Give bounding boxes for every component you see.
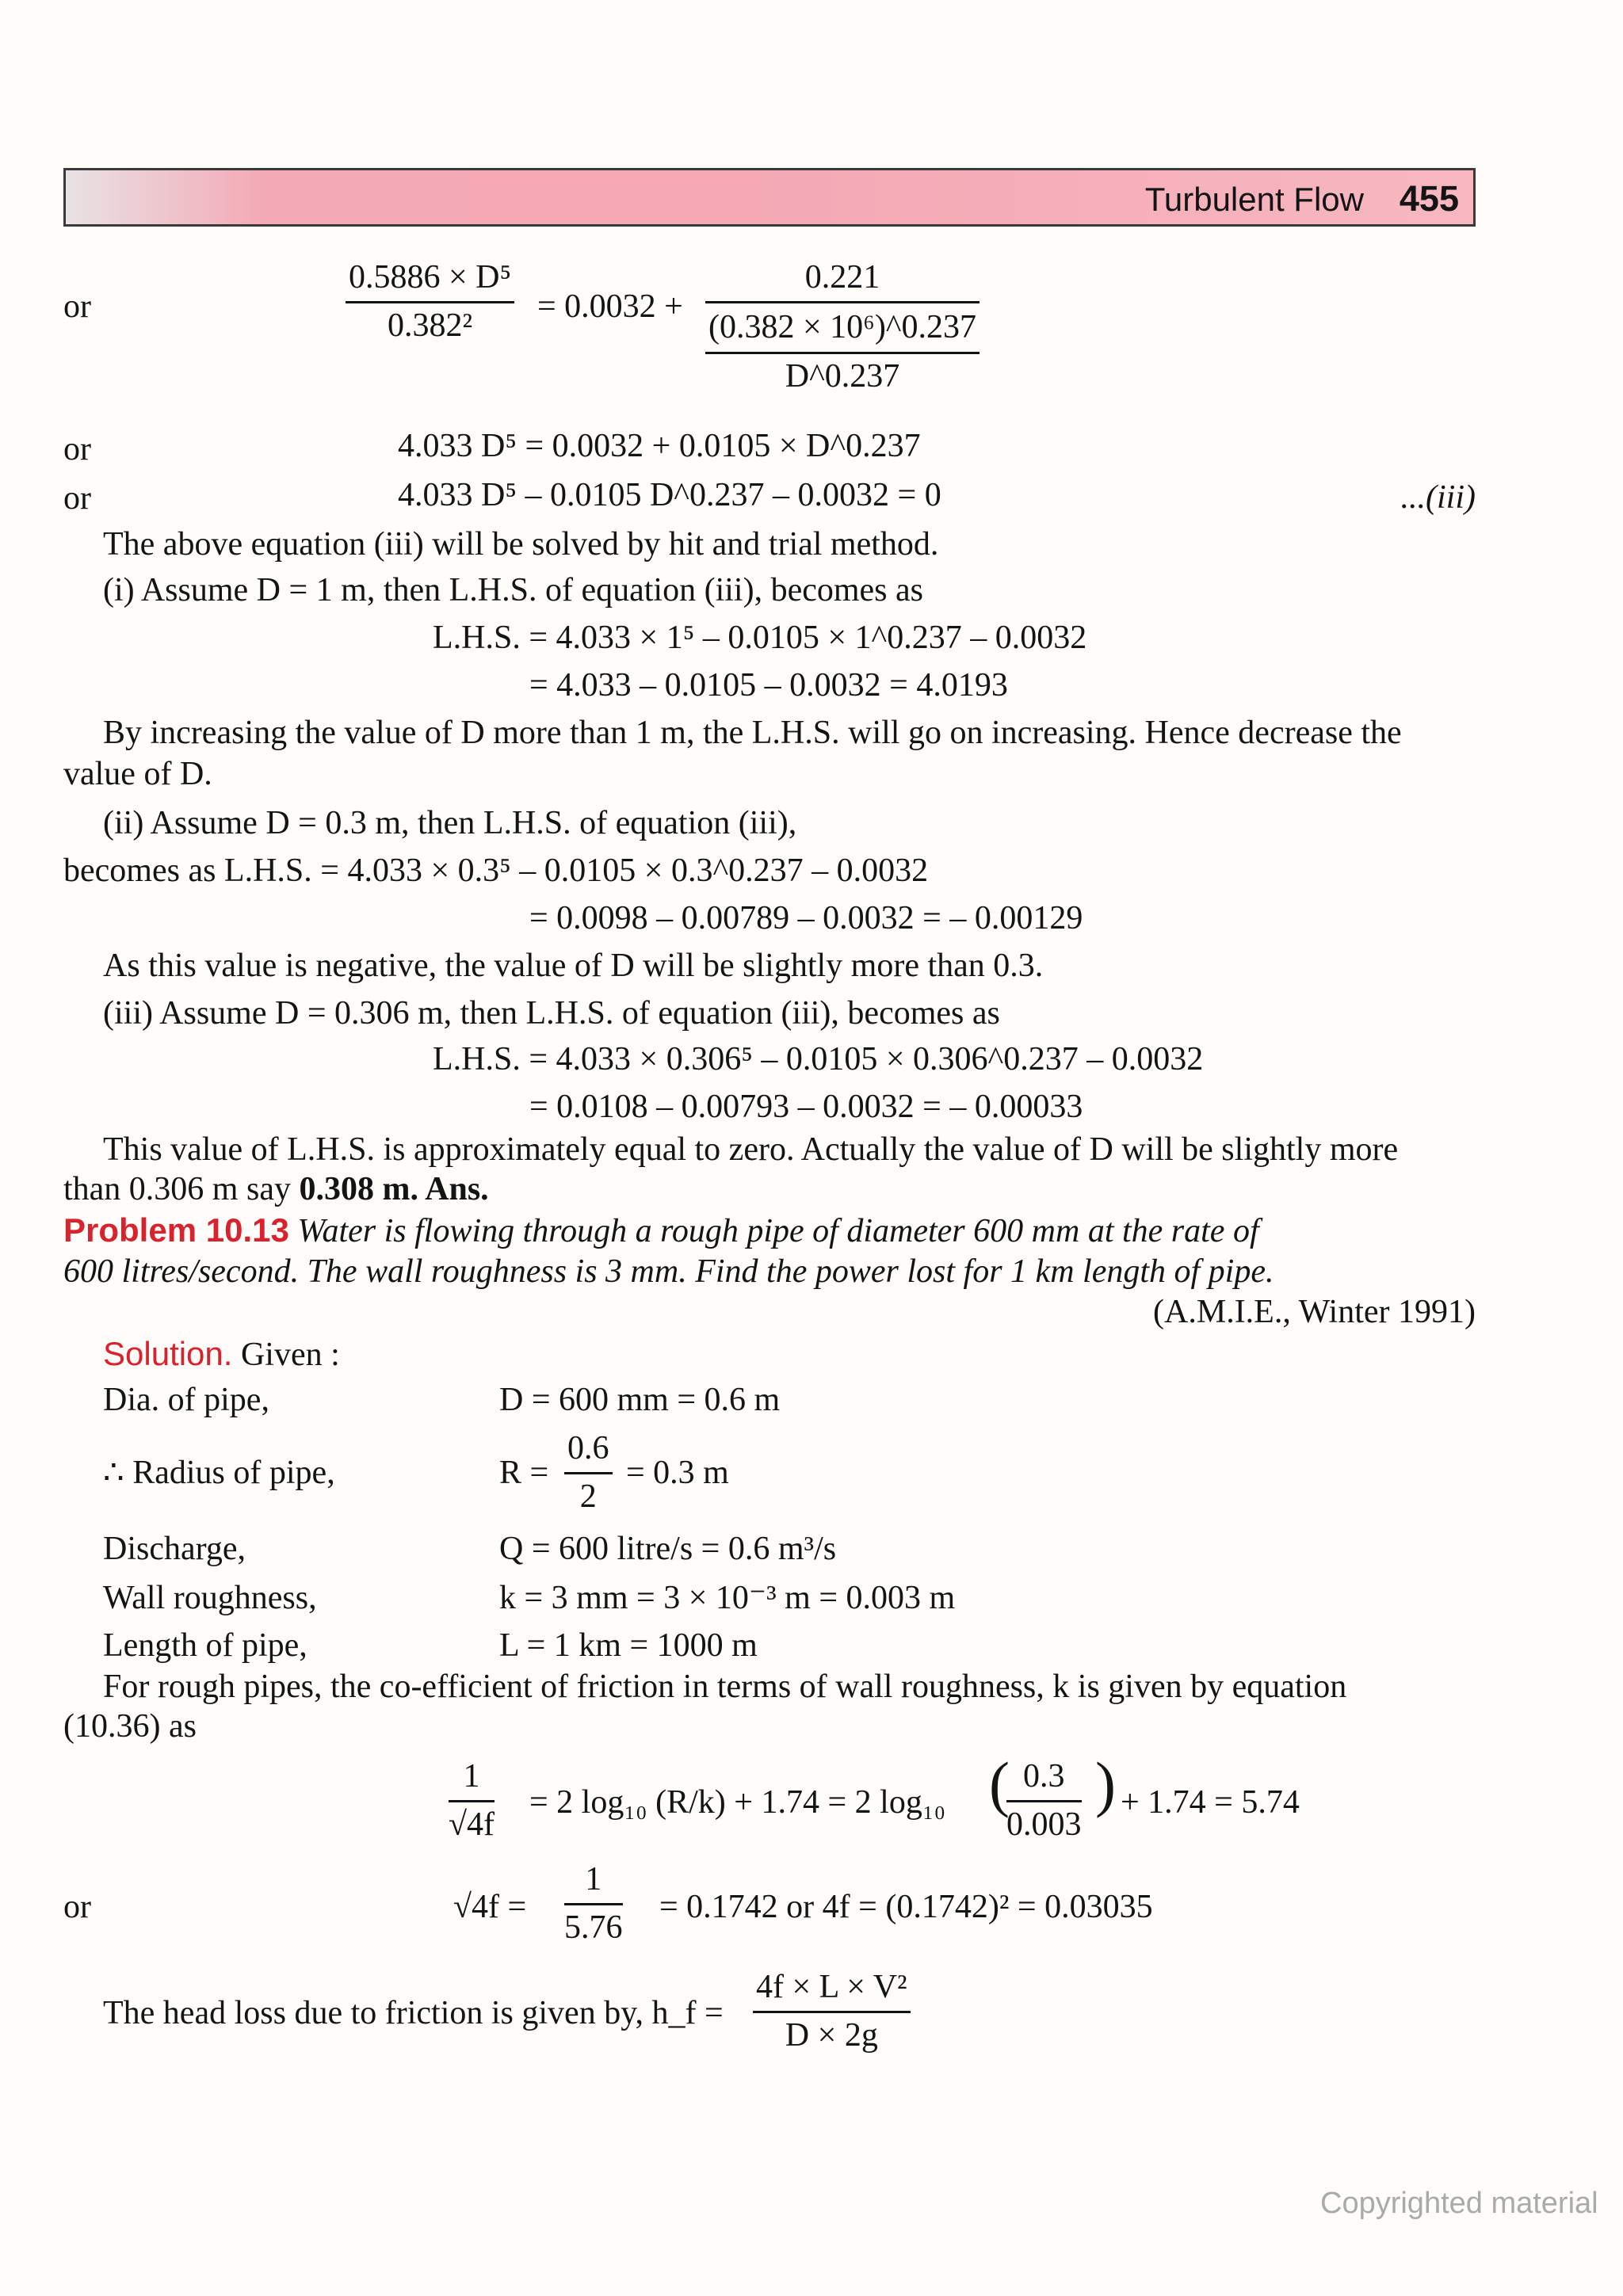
given-label: Wall roughness, — [103, 1580, 317, 1616]
calculation: L.H.S. = 4.033 × 0.306⁵ – 0.0105 × 0.306^0.237 – 0.0032 — [433, 1041, 1204, 1077]
problem-text: 600 litres/second. The wall roughness is 3 mm. Find the power lost for 1 km length of pipe. — [63, 1253, 1274, 1290]
ratio-fraction — [1006, 1757, 1082, 1844]
eq1-left-fraction — [346, 258, 514, 345]
copyright-notice: Copyrighted material — [1320, 2187, 1598, 2220]
given-label: Dia. of pipe, — [103, 1382, 269, 1418]
paragraph: (i) Assume D = 1 m, then L.H.S. of equation (iii), becomes as — [103, 572, 924, 608]
radius-numerator: 0.6 — [564, 1429, 613, 1474]
or-label: or — [63, 288, 91, 325]
header-title: Turbulent Flow — [1144, 181, 1364, 218]
eq1-right-numerator: 0.221 — [705, 258, 980, 303]
inverse-fraction — [564, 1860, 623, 1947]
equation-3: 4.033 D⁵ – 0.0105 D^0.237 – 0.0032 = 0 — [398, 477, 941, 513]
paragraph: (ii) Assume D = 0.3 m, then L.H.S. of equation (iii), — [103, 805, 797, 841]
given-value: k = 3 mm = 3 × 10⁻³ m = 0.003 m — [499, 1580, 956, 1616]
given-label: ∴ Radius of pipe, — [103, 1455, 335, 1491]
friction-equation: + 1.74 = 5.74 — [1121, 1784, 1300, 1821]
or-label: or — [63, 480, 91, 517]
paragraph: As this value is negative, the value of D will be slightly more than 0.3. — [103, 948, 1044, 984]
friction-denominator: √4f — [449, 1806, 495, 1844]
given-value: R = — [499, 1455, 549, 1491]
ratio-denominator: 0.003 — [1006, 1806, 1082, 1844]
radius-denominator: 2 — [579, 1478, 597, 1516]
calculation: = 4.033 – 0.0105 – 0.0032 = 4.0193 — [529, 667, 1008, 704]
friction-equation: = 0.1742 or 4f = (0.1742)² = 0.03035 — [659, 1889, 1153, 1925]
given-value: L = 1 km = 1000 m — [499, 1627, 758, 1664]
answer-lead: than 0.306 m say — [63, 1171, 300, 1207]
problem-text: Water is flowing through a rough pipe of diameter 600 mm at the rate of — [297, 1213, 1259, 1249]
given-label: Length of pipe, — [103, 1627, 307, 1664]
answer: 0.308 m. Ans. — [299, 1171, 489, 1207]
paragraph: becomes as L.H.S. = 4.033 × 0.3⁵ – 0.0105 × 0.3^0.237 – 0.0032 — [63, 852, 929, 889]
head-loss-fraction — [753, 1968, 911, 2055]
given-value: D = 600 mm = 0.6 m — [499, 1382, 781, 1418]
page-number: 455 — [1399, 178, 1459, 219]
equation-2: 4.033 D⁵ = 0.0032 + 0.0105 × D^0.237 — [398, 428, 921, 464]
friction-equation: √4f = — [453, 1889, 527, 1925]
paragraph: value of D. — [63, 756, 212, 792]
eq1-right-den-top: (0.382 × 10⁶)^0.237 — [705, 303, 980, 353]
friction-numerator: 1 — [449, 1757, 495, 1802]
head-loss-numerator: 4f × L × V² — [753, 1968, 911, 2013]
solution-given: Given : — [240, 1337, 340, 1373]
solution-line — [103, 1334, 340, 1375]
calculation: = 0.0098 – 0.00789 – 0.0032 = – 0.00129 — [529, 900, 1083, 936]
given-value: Q = 600 litre/s = 0.6 m³/s — [499, 1531, 837, 1567]
given-label: Discharge, — [103, 1531, 246, 1567]
eq1-right-den-bottom: D^0.237 — [785, 357, 900, 395]
friction-equation: = 2 log₁₀ (R/k) + 1.74 = 2 log₁₀ — [529, 1784, 946, 1821]
given-value: = 0.3 m — [626, 1455, 729, 1491]
head-loss-denominator: D × 2g — [785, 2017, 878, 2054]
paragraph: For rough pipes, the co-efficient of friction in terms of wall roughness, k is given by equation — [103, 1669, 1347, 1705]
inverse-denominator: 5.76 — [564, 1909, 623, 1947]
paragraph: The head loss due to friction is given by, h_f = — [103, 1995, 724, 2031]
problem-line — [63, 1211, 1259, 1251]
running-header — [63, 168, 1476, 227]
calculation: L.H.S. = 4.033 × 1⁵ – 0.0105 × 1^0.237 – 0.0032 — [433, 620, 1087, 656]
calculation: = 0.0108 – 0.00793 – 0.0032 = – 0.00033 — [529, 1089, 1083, 1125]
eq1-numerator: 0.5886 × D⁵ — [346, 258, 514, 303]
paragraph: (iii) Assume D = 0.306 m, then L.H.S. of equation (iii), becomes as — [103, 995, 1000, 1032]
problem-source: (A.M.I.E., Winter 1991) — [1153, 1294, 1476, 1330]
eq1-middle: = 0.0032 + — [537, 288, 683, 325]
or-label: or — [63, 431, 91, 467]
eq1-denominator: 0.382² — [388, 307, 473, 345]
page: Turbulent Flow 455 or $\frac{\text{0.5886 × D⁵}}{\text{0.382²}}$ = 0.0032 + 0.221 (0.382 × 10⁶)^0.237 D^0.237 or 4.033 D⁵ = 0.0032 + 0.0105 × D^0.237 or 4.033 D⁵ – 0.0105 D^0.237 – 0.0032 = 0 ...(iii) The above equation (iii) will be solved by hit and trial method. (i) Assume D = 1 m, then L.H.S. of equation (iii), becomes as L.H.S. = 4.033 × 1⁵ – 0.0105 × 1^0.237 – 0.0032 = 4.033 – 0.0105 – 0.0032 = 4.0193 By increasing the value of D more than 1 m, the L.H.S. will go on increasing. Hence decrease the value of D. (ii) Assume D = 0.3 m, then L.H.S. of equation (iii), becomes as L.H.S. = 4.033 × 0.3⁵ – 0.0105 × 0.3^0.237 – 0.0032 = 0.0098 – 0.00789 – 0.0032 = – 0.00129 As this value is negative, the value of D will be slightly more than 0.3. (iii) Assume D = 0.306 m, then L.H.S. of equation (iii), becomes as L.H.S. = 4.033 × 0.306⁵ – 0.0105 × 0.306^0.237 – 0.0032 = 0.0108 – 0.00793 – 0.0032 = – 0.00033 This value of L.H.S. is approximately equal to zero. Actually the value of D will be slightly more than 0.306 m say 0.308 m. Ans. Problem 10.13 Water is flowing through a rough pipe of diameter 600 mm at the rate of 600 litres/second. The wall roughness is 3 mm. Find the power lost for 1 km length of pipe. (A.M.I.E., Winter 1991) Solution. Given : Dia. of pipe, D = 600 mm = 0.6 m ∴ Radius of pipe, R = $\frac{0.6}{2}$ = 0.3 m Discharge, Q = 600 litre/s = 0.6 m³/s Wall roughness, k = 3 mm = 3 × 10⁻³ m = 0.003 m Length of pipe, L = 1 km = 1000 m For rough pipes, the co-efficient of friction in terms of wall roughness, k is given by equation (10.36) as $\frac{1}{√4f}$ = 2 log₁₀ (R/k) + 1.74 = 2 log₁₀ ( $\frac{0.3}{0.003}$ ) + 1.74 = 5.74 or √4f = $\frac{1}{5.76}$ = 0.1742 or 4f = (0.1742)² = 0.03035 The head loss due to friction is given by, h_f = $\frac{\text{4f × L × V²}}{D \times 2g}$ Copyrighted material — [0, 0, 1623, 2296]
or-label: or — [63, 1889, 91, 1925]
inverse-numerator: 1 — [564, 1860, 623, 1905]
paragraph: By increasing the value of D more than 1 m, the L.H.S. will go on increasing. Hence decrease the — [103, 715, 1402, 751]
ratio-numerator: 0.3 — [1006, 1757, 1082, 1802]
solution-label: Solution. — [103, 1335, 233, 1372]
eq1-right-fraction — [705, 258, 980, 395]
problem-label: Problem 10.13 — [63, 1211, 289, 1249]
paragraph — [63, 1169, 489, 1209]
equation-tag: ...(iii) — [1400, 479, 1476, 516]
radius-fraction — [564, 1429, 613, 1516]
paragraph: (10.36) as — [63, 1708, 197, 1745]
paragraph: The above equation (iii) will be solved by hit and trial method. — [103, 526, 939, 563]
friction-fraction — [449, 1757, 495, 1844]
paragraph: This value of L.H.S. is approximately equal to zero. Actually the value of D will be slightly more — [103, 1131, 1399, 1168]
